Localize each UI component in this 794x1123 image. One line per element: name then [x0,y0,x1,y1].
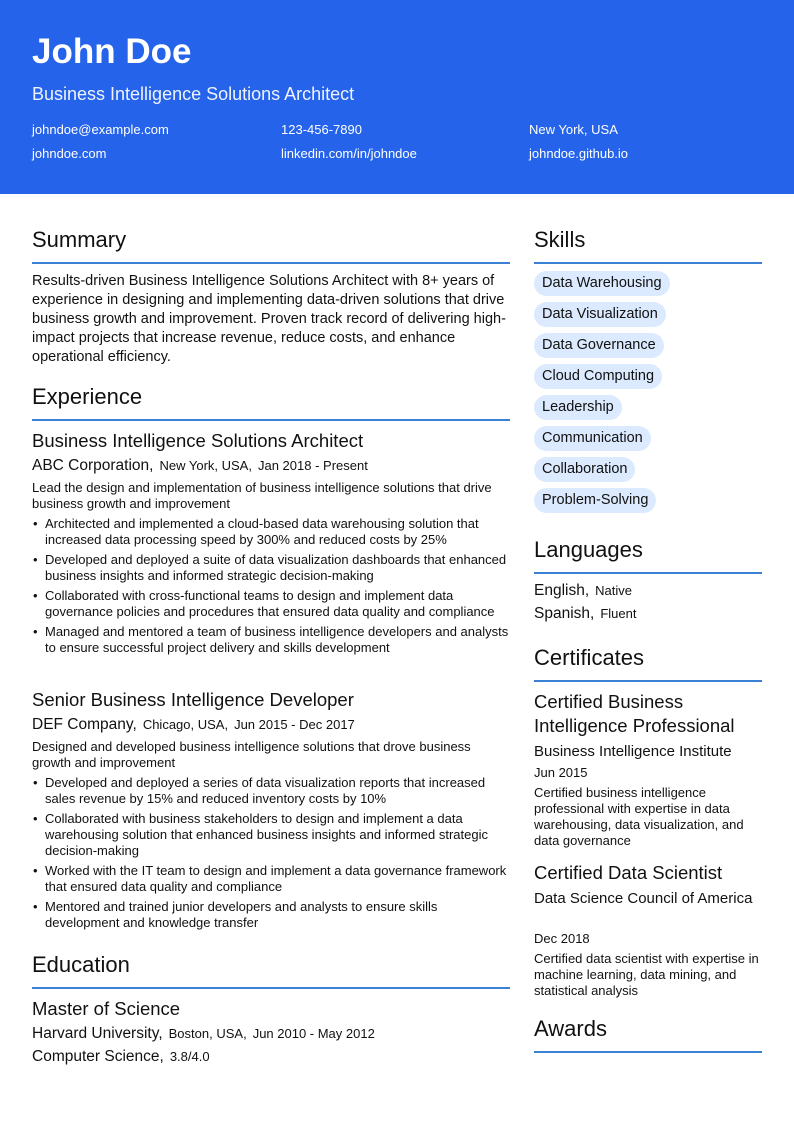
language-level: Fluent [600,606,637,621]
certificate-issuer: Business Intelligence Institute [534,743,732,760]
skills-heading: Skills [534,227,586,252]
github-link[interactable]: johndoe.github.io [529,146,629,161]
company-name: ABC Corporation, [32,457,154,474]
education-field [32,1048,510,1066]
certificate-description: Certified business intelligence professional with expertise in data warehousing, data visualization, and data governance [534,785,744,848]
job-dates: Jan 2018 - Present [257,458,368,473]
languages-divider [534,572,762,574]
experience-heading: Experience [32,384,143,409]
skill-chip: Data Warehousing [534,271,670,296]
job-meta [32,457,510,475]
degree-title: Master of Science [32,998,181,1019]
achievement-item: • Collaborated with business stakeholders to design and implement a data warehousing solution that enhanced business insights and informed strategic decision-making [32,811,510,859]
job-location: New York, USA, [159,458,252,473]
skill-chip: Cloud Computing [534,364,662,389]
education-meta [32,1025,510,1043]
summary-divider [32,262,510,264]
awards-divider [534,1051,762,1053]
job-title: Senior Business Intelligence Developer [32,689,354,710]
job-title: Business Intelligence Solutions Architect [32,430,364,451]
achievement-item: • Architected and implemented a cloud-based data warehousing solution that increased data processing speed by 300% and reduced costs by 25% [32,516,510,548]
education-dates: Jun 2010 - May 2012 [252,1026,375,1041]
certificate-date: Dec 2018 [534,931,590,946]
email-link[interactable]: johndoe@example.com [32,122,169,137]
company-name: DEF Company, [32,716,137,733]
job-location: Chicago, USA, [142,717,229,732]
awards-heading: Awards [534,1016,607,1041]
summary-heading: Summary [32,227,127,252]
gpa-value: 3.8/4.0 [169,1049,210,1064]
job-meta [32,716,510,734]
language-item [534,605,636,623]
school-location: Boston, USA, [168,1026,247,1041]
certificate-title: Certified Data Scientist [534,862,723,883]
certificates-heading: Certificates [534,645,645,670]
field-of-study: Computer Science, [32,1048,164,1065]
certificate-title: Certified Business Intelligence Professional [534,691,735,736]
website-link[interactable]: johndoe.com [32,146,107,161]
achievement-item: • Developed and deployed a suite of data visualization dashboards that enhanced business insights and informed strategic decision-making [32,552,510,584]
candidate-role: Business Intelligence Solutions Architect [32,84,355,104]
skill-chip: Communication [534,426,651,451]
skills-divider [534,262,762,264]
linkedin-link[interactable]: linkedin.com/in/johndoe [281,146,417,161]
certificate-date: Jun 2015 [534,765,588,780]
achievement-item: • Collaborated with cross-functional teams to design and implement data governance policies and procedures that ensured data quality and compliance [32,588,510,620]
certificates-divider [534,680,762,682]
skill-chip: Data Visualization [534,302,666,327]
language-name: English, [534,582,590,599]
achievement-item: • Managed and mentored a team of business intelligence developers and analysts to ensure successful project delivery and skills development [32,624,510,656]
language-name: Spanish, [534,605,595,622]
language-item [534,582,632,600]
achievement-item: • Developed and deployed a series of data visualization reports that increased sales revenue by 15% and reduced inventory costs by 10% [32,775,510,807]
job-dates: Jun 2015 - Dec 2017 [234,717,355,732]
skill-chip: Collaboration [534,457,635,482]
language-level: Native [595,583,633,598]
job-achievements [32,775,510,935]
certificate-issuer: Data Science Council of America [534,890,753,907]
job-description: Designed and developed business intelligence solutions that drove business growth and improvement [32,739,471,770]
education-heading: Education [32,952,130,977]
skill-chip: Data Governance [534,333,664,358]
skills-list [534,271,762,519]
resume-header [0,0,794,194]
achievement-item: • Worked with the IT team to design and implement a data governance framework that ensured data quality and compliance [32,863,510,895]
job-achievements [32,516,510,660]
languages-heading: Languages [534,537,643,562]
phone-number: 123-456-7890 [281,122,362,137]
skill-chip: Problem-Solving [534,488,656,513]
school-name: Harvard University, [32,1025,163,1042]
education-divider [32,987,510,989]
candidate-name: John Doe [32,32,192,71]
achievement-item: • Mentored and trained junior developers and analysts to ensure skills development and knowledge transfer [32,899,510,931]
skill-chip: Leadership [534,395,622,420]
job-description: Lead the design and implementation of business intelligence solutions that drive business growth and improvement [32,480,492,511]
certificate-description: Certified data scientist with expertise in machine learning, data mining, and statistical analysis [534,951,759,998]
experience-divider [32,419,510,421]
summary-text: Results-driven Business Intelligence Solutions Architect with 8+ years of experience in designing and implementing data-driven solutions that drive business growth and improvement. Proven track record of delivering high-impact projects that increase revenue, reduce costs, and enhance operational efficiency. [32,273,506,365]
location-text: New York, USA [529,122,618,137]
